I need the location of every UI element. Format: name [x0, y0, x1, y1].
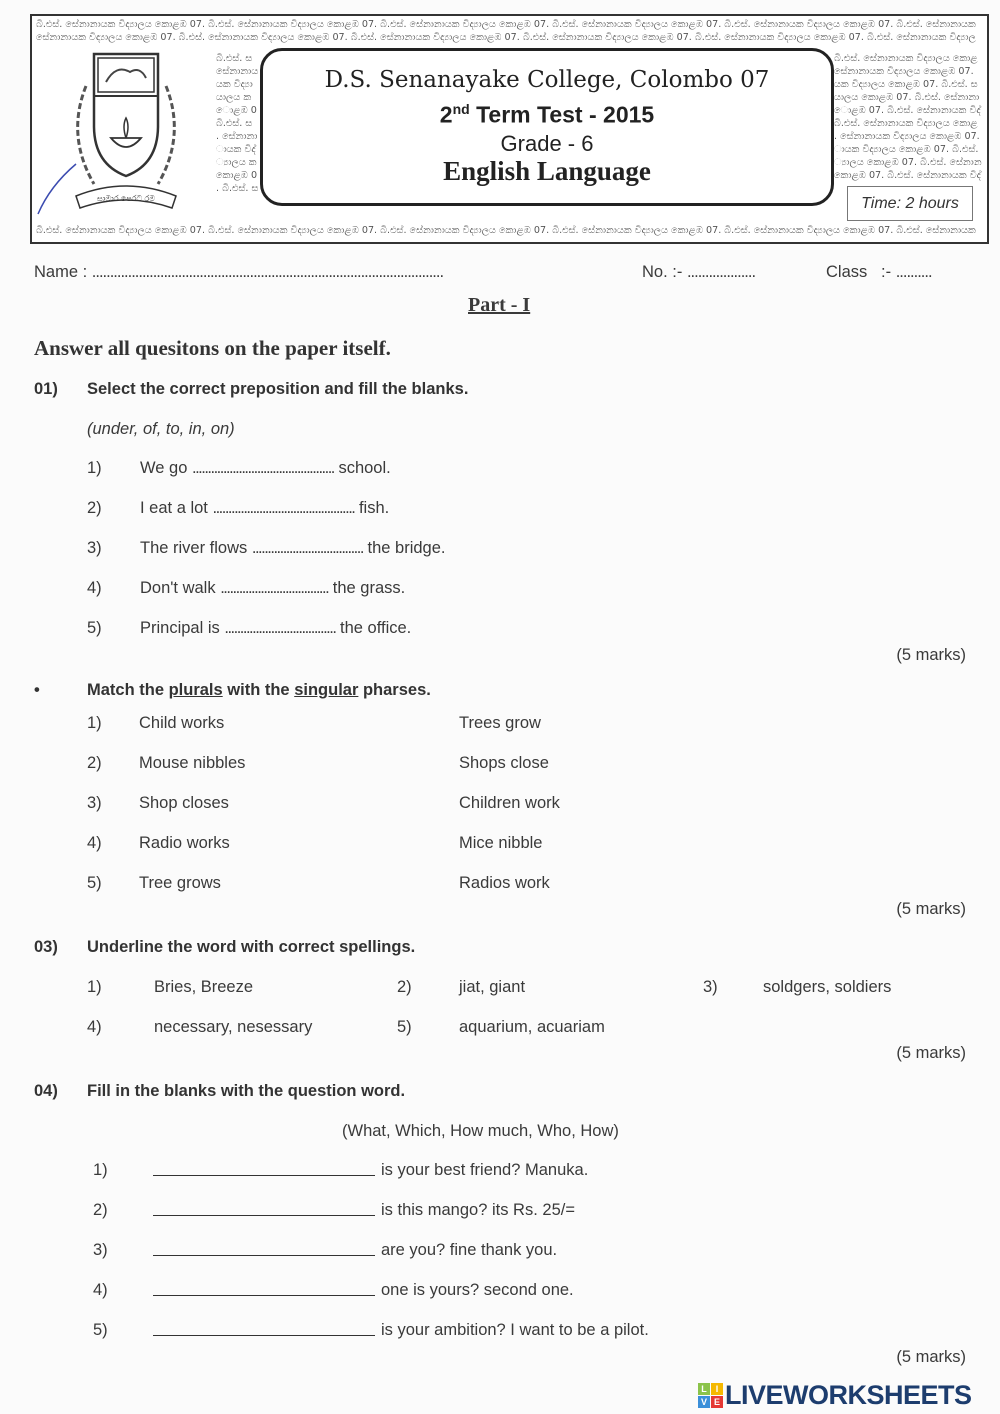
name-field[interactable]: Name : ..................................................................................................	[34, 263, 444, 281]
q2-singular-item[interactable]: Shop closes	[139, 794, 229, 812]
q2-singular-item[interactable]: Mouse nibbles	[139, 754, 246, 772]
header-pattern-left	[216, 52, 258, 195]
header-pattern-top	[36, 18, 982, 44]
q3-word-pair[interactable]: necessary, nesessary	[154, 1018, 313, 1036]
q2-plural-item[interactable]: Radios work	[459, 874, 550, 892]
header-background-pattern: . බී.එස්. ස	[216, 183, 258, 194]
header-background-pattern: යක විද්‍යා	[216, 79, 253, 90]
q1-number: 01)	[34, 380, 58, 398]
header-pattern-right	[834, 52, 982, 182]
q1-item-number: 3)	[87, 539, 102, 557]
q4-blank[interactable]	[153, 1281, 375, 1301]
q3-title: Underline the word with correct spellings.	[87, 938, 416, 956]
q2-bullet: •	[34, 681, 40, 699]
header-pattern-bottom	[36, 224, 982, 237]
q1-item: The river flows .................................... the bridge.	[140, 539, 446, 557]
q4-item-number: 5)	[93, 1321, 108, 1339]
liveworksheets-logo: L I V E LIVEWORKSHEETS	[698, 1380, 972, 1411]
q3-item-number: 2)	[397, 978, 412, 996]
logo-blocks-icon: L I V E	[698, 1383, 723, 1408]
grade-label: Grade - 6	[500, 131, 594, 156]
header-background-pattern: ායක විද්‍යාලය කොළඹ 07. බී.එස්.	[834, 144, 979, 155]
number-field[interactable]: No. :- ...................	[642, 263, 756, 281]
q1-item: I eat a lot .............................................. fish.	[140, 499, 390, 517]
time-box: Time: 2 hours	[847, 186, 973, 221]
q4-item-text: are you? fine thank you.	[381, 1241, 558, 1259]
header-background-pattern: බී.එස්. සේනානායක විද්‍යාලය කොළ	[834, 118, 978, 129]
header-background-pattern: කොළඹ 0	[216, 170, 258, 181]
q4-item-number: 1)	[93, 1161, 108, 1179]
q3-item-number: 1)	[87, 978, 102, 996]
header-background-pattern: ්‍යාලය ක	[216, 157, 257, 168]
q1-item: We go .............................................. school.	[140, 459, 391, 477]
header-banner	[30, 14, 989, 244]
q4-item-number: 4)	[93, 1281, 108, 1299]
q3-marks: (5 marks)	[896, 1044, 966, 1062]
q2-title: Match the plurals with the singular pharses.	[87, 681, 431, 699]
header-background-pattern: ොළඹ 07. බී.එස්. සේනානායක විද්‍	[834, 105, 981, 116]
q3-item-number: 3)	[703, 978, 718, 996]
q4-blank[interactable]	[153, 1201, 375, 1221]
q3-item-number: 5)	[397, 1018, 412, 1036]
q4-item-number: 3)	[93, 1241, 108, 1259]
header-background-pattern: යක විද්‍යාලය කොළඹ 07. බී.එස්. ස	[834, 79, 978, 90]
q2-marks: (5 marks)	[896, 900, 966, 918]
header-background-pattern: ‍යාලය කොළඹ 07. බී.එස්. සේනානා	[834, 92, 980, 103]
q2-plural-item[interactable]: Trees grow	[459, 714, 541, 732]
header-background-pattern: ‍යාලය ක	[216, 92, 252, 103]
crest-motto: සාමාර පෙරට රම	[96, 194, 156, 203]
header-background-pattern: සේනානායක විද්‍යාලය කොළඹ 07.	[834, 66, 974, 77]
header-background-pattern: බී.එස්. සේනානායක විද්‍යාලය කොළඹ 07. බී.එස්. සේනානායක විද්‍යාලය කොළඹ 07. බී.එස්. සේනානායක විද්‍යාලය කොළඹ 07. බී.එස්. සේනානායක විද්‍යාලය කොළඹ 07. බී.එස්. සේනානායක විද්‍යාලය කොළඹ 07. බී.එස්. සේනානායක	[36, 19, 976, 30]
q4-item-text: is your ambition? I want to be a pilot.	[381, 1321, 649, 1339]
q4-number: 04)	[34, 1082, 58, 1100]
q3-word-pair[interactable]: aquarium, acuariam	[459, 1018, 605, 1036]
q2-plural-item[interactable]: Shops close	[459, 754, 549, 772]
q1-blank[interactable]: ..............................................	[191, 459, 334, 477]
q2-singular-item[interactable]: Child works	[139, 714, 225, 732]
q1-blank[interactable]: ....................................	[251, 539, 363, 557]
q1-blank[interactable]: ...................................	[220, 579, 329, 597]
q3-word-pair[interactable]: jiat, giant	[459, 978, 526, 996]
q4-title: Fill in the blanks with the question word.	[87, 1082, 406, 1100]
q3-word-pair[interactable]: soldgers, soldiers	[763, 978, 892, 996]
q4-options: (What, Which, How much, Who, How)	[342, 1122, 619, 1140]
header-background-pattern: බී.එස්. ස	[216, 118, 253, 129]
q4-blank[interactable]	[153, 1241, 375, 1261]
q2-singular-item[interactable]: Tree grows	[139, 874, 221, 892]
q1-options: (under, of, to, in, on)	[87, 420, 235, 438]
q3-item-number: 4)	[87, 1018, 102, 1036]
subject-label: English Language	[443, 156, 651, 186]
instruction: Answer all quesitons on the paper itself.	[34, 336, 391, 360]
q1-marks: (5 marks)	[896, 646, 966, 664]
q4-marks: (5 marks)	[896, 1348, 966, 1366]
header-background-pattern: ොළඹ 0	[216, 105, 257, 116]
q2-plural-item[interactable]: Children work	[459, 794, 560, 812]
q4-item-text: one is yours? second one.	[381, 1281, 574, 1299]
header-background-pattern: . සේනානා	[216, 131, 258, 142]
q2-item-number: 2)	[87, 754, 102, 772]
q1-blank[interactable]: ..............................................	[212, 499, 355, 517]
q1-item-number: 1)	[87, 459, 102, 477]
q2-item-number: 4)	[87, 834, 102, 852]
school-name: D.S. Senanayake College, Colombo 07	[324, 67, 770, 93]
header-background-pattern: . සේනානායක විද්‍යාලය කොළඹ 07.	[834, 131, 980, 142]
header-background-pattern: කොළඹ 07. බී.එස්. සේනානායක විද්‍	[834, 170, 981, 181]
q2-plural-item[interactable]: Mice nibble	[459, 834, 543, 852]
q1-item: Principal is .................................... the office.	[140, 619, 412, 637]
q4-blank[interactable]	[153, 1161, 375, 1181]
q2-item-number: 3)	[87, 794, 102, 812]
q1-item: Don't walk ................................... the grass.	[140, 579, 406, 597]
q2-item-number: 1)	[87, 714, 102, 732]
q4-item-text: is this mango? its Rs. 25/=	[381, 1201, 575, 1219]
header-background-pattern: ්‍යාලය කොළඹ 07. බී.එස්. සේනාන	[834, 157, 982, 168]
header-background-pattern: බී.එස්. ස	[216, 53, 253, 64]
q1-item-number: 4)	[87, 579, 102, 597]
q2-singular-item[interactable]: Radio works	[139, 834, 230, 852]
part-heading: Part - I	[468, 294, 531, 316]
term-title: 2nd Term Test - 2015	[439, 101, 655, 128]
q4-blank[interactable]	[153, 1321, 375, 1341]
header-background-pattern: සේනානායක විද්‍යාලය කොළඹ 07. බී.එස්. සේනානායක විද්‍යාලය කොළඹ 07. බී.එස්. සේනානායක විද්‍යාලය කොළඹ 07. බී.එස්. සේනානායක විද්‍යාලය කොළඹ 07. බී.එස්. සේනානායක විද්‍යාලය කොළඹ 07. බී.එස්. සේනානායක විද්‍යාල	[36, 32, 976, 43]
q1-item-number: 2)	[87, 499, 102, 517]
q3-word-pair[interactable]: Bries, Breeze	[154, 978, 254, 996]
class-field[interactable]: Class :- ..........	[826, 263, 932, 281]
q1-item-number: 5)	[87, 619, 102, 637]
q2-item-number: 5)	[87, 874, 102, 892]
crest-icon	[36, 46, 212, 216]
q4-item-number: 2)	[93, 1201, 108, 1219]
header-background-pattern: බී.එස්. සේනානායක විද්‍යාලය කොළඹ 07. බී.එස්. සේනානායක විද්‍යාලය කොළඹ 07. බී.එස්. සේනානායක විද්‍යාලය කොළඹ 07. බී.එස්. සේනානායක විද්‍යාලය කොළඹ 07. බී.එස්. සේනානායක විද්‍යාලය කොළඹ 07. බී.එස්. සේනානායක	[36, 225, 976, 236]
header-background-pattern: ායක විද්‍	[216, 144, 256, 155]
header-background-pattern: බී.එස්. සේනානායක විද්‍යාලය කොළ	[834, 53, 978, 64]
q1-title: Select the correct preposition and fill the blanks.	[87, 380, 469, 398]
q1-blank[interactable]: ....................................	[224, 619, 336, 637]
q4-item-text: is your best friend? Manuka.	[381, 1161, 589, 1179]
title-box	[260, 48, 834, 206]
school-crest	[36, 46, 212, 216]
q3-number: 03)	[34, 938, 58, 956]
header-background-pattern: සේනානාය	[216, 66, 258, 77]
